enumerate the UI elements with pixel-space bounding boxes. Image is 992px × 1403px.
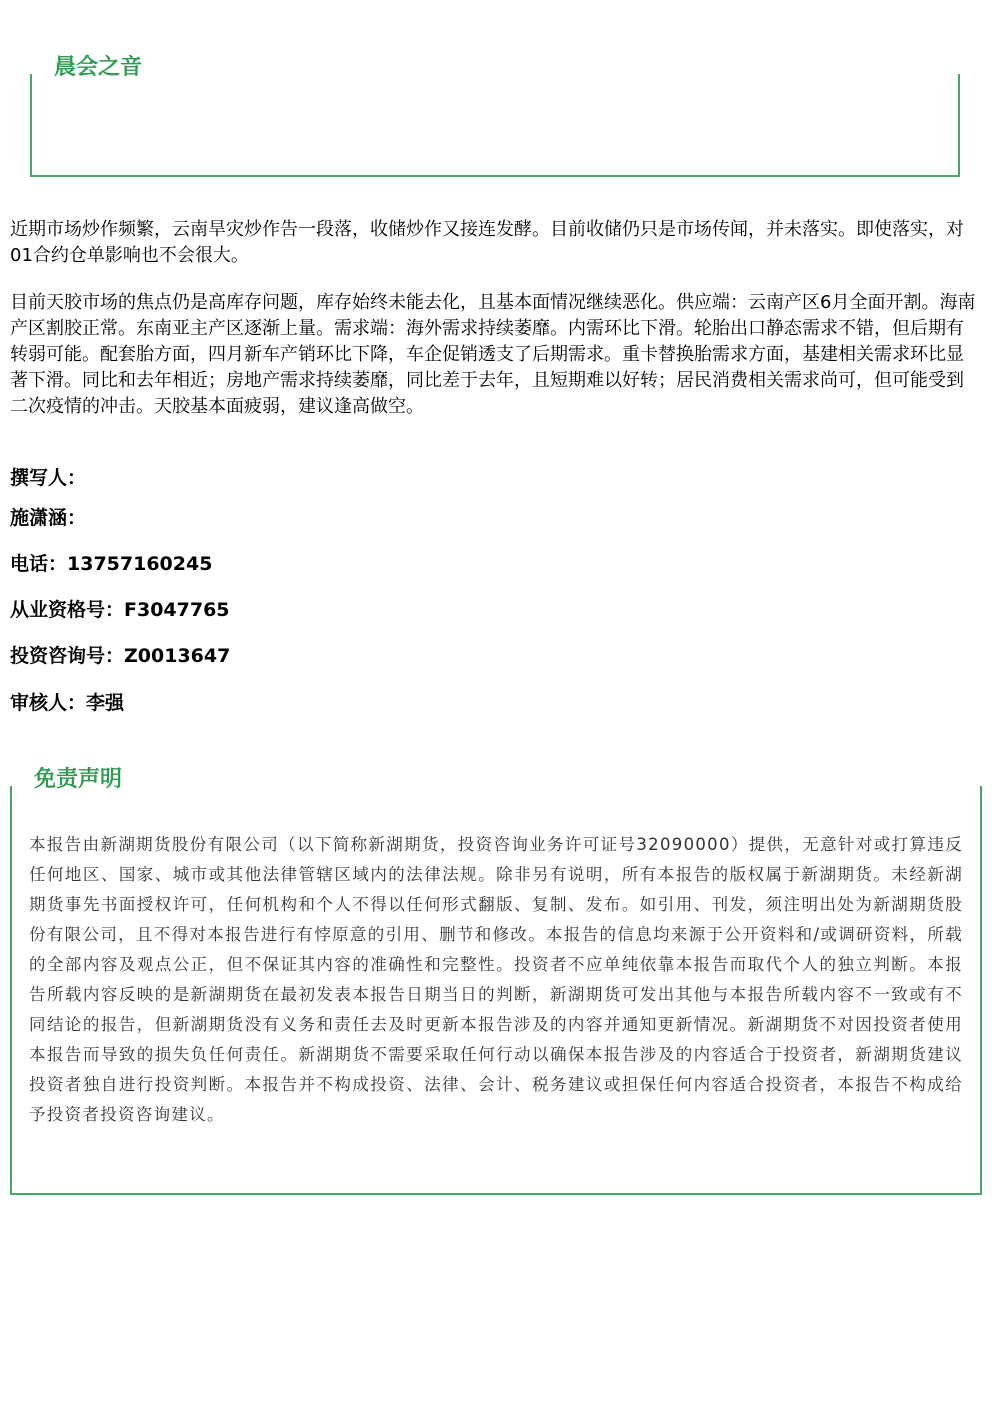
disclaimer-title: 免责声明 <box>30 765 126 795</box>
author-qualification-number: 从业资格号：F3047765 <box>10 599 230 621</box>
body-paragraph-2: 目前天胶市场的焦点仍是高库存问题，库存始终未能去化，且基本面情况继续恶化。供应端：云南产区6月全面开割。海南产区割胶正常。东南亚主产区逐渐上量。需求端：海外需求持续萎靡。内需环比下滑。轮胎出口静态需求不错，但后期有转弱可能。配套胎方面，四月新车产销环比下降，车企促销透支了后期需求。重卡替换胎需求方面，基建相关需求环比显著下滑。同比和去年相近；房地产需求持续萎靡，同比差于去年，且短期难以好转；居民消费相关需求尚可，但可能受到二次疫情的冲击。天胶基本面疲弱，建议逢高做空。 <box>10 292 976 417</box>
writer-label: 撰写人： <box>10 467 87 489</box>
morning-section-box <box>30 74 960 177</box>
reviewer: 审核人：李强 <box>10 692 125 714</box>
author-phone: 电话：13757160245 <box>10 553 213 575</box>
disclaimer-text: 本报告由新湖期货股份有限公司（以下简称新湖期货，投资咨询业务许可证号32090000）提供，无意针对或打算违反任何地区、国家、城市或其他法律管辖区域内的法律法规。除非另有说明，所有本报告的版权属于新湖期货。未经新湖期货事先书面授权许可，任何机构和个人不得以任何形式翻版、复制、发布。如引用、刊发，须注明出处为新湖期货股份有限公司，且不得对本报告进行有悖原意的引用、删节和修改。本报告的信息均来源于公开资料和/或调研资料，所载的全部内容及观点公正，但不保证其内容的准确性和完整性。投资者不应单纯依靠本报告而取代个人的独立判断。本报告所载内容反映的是新湖期货在最初发表本报告日期当日的判断，新湖期货可发出其他与本报告所载内容不一致或有不同结论的报告，但新湖期货没有义务和责任去及时更新本报告涉及的内容并通知更新情况。新湖期货不对因投资者使用本报告而导致的损失负任何责任。新湖期货不需要采取任何行动以确保本报告涉及的内容适合于投资者，新湖期货建议投资者独自进行投资判断。本报告并不构成投资、法律、会计、税务建议或担保任何内容适合投资者，本报告不构成给予投资者投资咨询建议。 <box>29 835 963 1124</box>
author-consult-number: 投资咨询号：Z0013647 <box>10 645 231 667</box>
body-paragraph-1: 近期市场炒作频繁，云南旱灾炒作告一段落，收储炒作又接连发酵。目前收储仍只是市场传闻，并未落实。即使落实，对01合约仓单影响也不会很大。 <box>10 219 964 266</box>
morning-section-title: 晨会之音 <box>50 53 146 83</box>
author-name: 施潇涵： <box>10 507 87 529</box>
